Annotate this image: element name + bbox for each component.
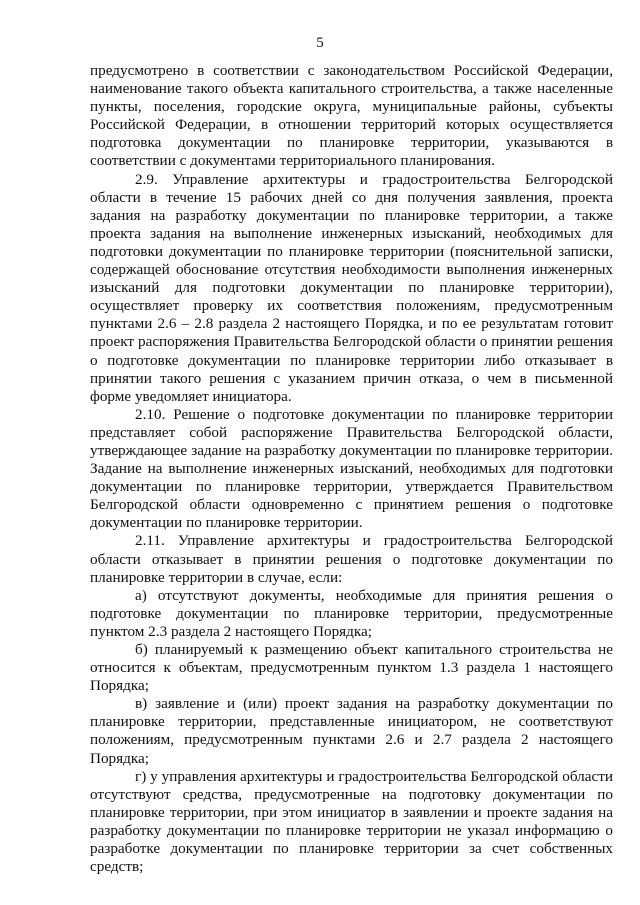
page-number: 5 — [316, 35, 324, 51]
document-body — [90, 62, 613, 876]
paragraph-2-11: 2.11. Управление архитектуры и градостроительства Белгородской области отказывает в принятии решения о подготовке документации по планировке территории в случае, если: — [90, 532, 613, 586]
list-item-v: в) заявление и (или) проект задания на разработку документации по планировке территории, представленные инициатором, не соответствуют положениям, предусмотренным пунктами 2.6 и 2.7 раздела 2 настоящего Порядка; — [90, 695, 613, 767]
paragraph-2-9: 2.9. Управление архитектуры и градостроительства Белгородской области в течение 15 рабочих дней со дня получения заявления, проекта задания на разработку документации по планировке территории, а также проекта задания на выполнение инженерных изысканий, необходимых для подготовки документации по планировке территории (пояснительной записки, содержащей обоснование отсутствия необходимости выполнения инженерных изысканий для подготовки документации по планировке территории), осуществляет проверку их соответствия положениям, предусмотренным пунктами 2.6 – 2.8 раздела 2 настоящего Порядка, и по ее результатам готовит проект распоряжения Правительства Белгородской области о принятии решения о подготовке документации по планировке территории либо отказывает в принятии такого решения с указанием причин отказа, о чем в письменной форме уведомляет инициатора. — [90, 170, 613, 405]
list-item-b: б) планируемый к размещению объект капитального строительства не относится к объектам, предусмотренным пунктом 1.3 раздела 1 настоящего Порядка; — [90, 641, 613, 695]
list-item-a: а) отсутствуют документы, необходимые для принятия решения о подготовке документации по планировке территории, предусмотренные пунктом 2.3 раздела 2 настоящего Порядка; — [90, 586, 613, 640]
paragraph-continuation: предусмотрено в соответствии с законодательством Российской Федерации, наименование такого объекта капитального строительства, а также населенные пункты, поселения, городские округа, муниципальные районы, субъекты Российской Федерации, в отношении территорий которых осуществляется подготовка документации по планировке территории, указываются в соответствии с документами территориального планирования. — [90, 62, 613, 170]
paragraph-2-10: 2.10. Решение о подготовке документации по планировке территории представляет собой распоряжение Правительства Белгородской области, утверждающее задание на разработку документации по планировке территории. Задание на выполнение инженерных изысканий, необходимых для подготовки документации по планировке территории, утверждается Правительством Белгородской области одновременно с принятием решения о подготовке документации по планировке территории. — [90, 405, 613, 532]
list-item-g: г) у управления архитектуры и градостроительства Белгородской области отсутствуют средства, предусмотренные на подготовку документации по планировке территории, при этом инициатор в заявлении и проекте задания на разработку документации по планировке территории не указал информацию о разработке документации по планировке территории за счет собственных средств; — [90, 767, 613, 876]
